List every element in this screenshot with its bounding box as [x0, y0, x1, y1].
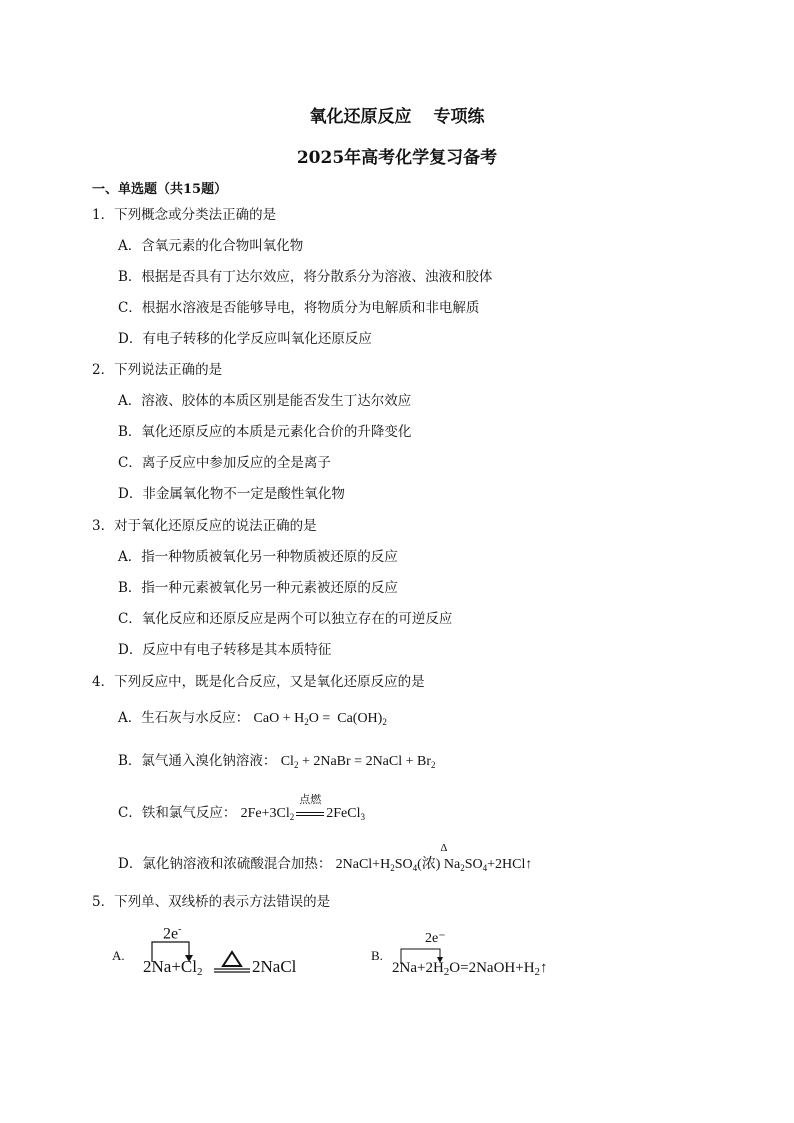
- question-2-stem: 2．下列说法正确的是: [92, 362, 223, 378]
- question-2-option-b: B．氧化还原反应的本质是元素化合价的升降变化: [118, 424, 412, 440]
- section-heading: 一、单选题（共15题）: [92, 182, 228, 197]
- title-part1: 氧化还原反应: [309, 107, 412, 127]
- option-d-equation: $2NaCl+H_2SO_4$(浓) Δ $Na_2SO_4+2HCl↑$: [335, 842, 533, 873]
- option-b-equation: $Cl_2$ + 2NaBr = 2NaCl + $Br_2$: [280, 754, 436, 770]
- question-3-option-a: A．指一种物质被氧化另一种物质被还原的反应: [118, 549, 398, 565]
- electron-label-a: 2e-: [163, 924, 182, 943]
- bridge-equation-a: $2Na+Cl_2$: [143, 957, 203, 978]
- condition-heat: Δ: [440, 842, 448, 854]
- question-4-option-c: [118, 794, 365, 822]
- bridge-product-a: 2NaCl: [252, 957, 297, 976]
- heat-triangle-equals: [212, 950, 252, 976]
- bridge-equation-b: $2Na+2H_2O=2NaOH+H_2↑$: [392, 960, 548, 978]
- question-3-stem: 3．对于氧化还原反应的说法正确的是: [92, 518, 317, 534]
- page-title: [0, 102, 794, 127]
- question-1-option-b: B．根据是否具有丁达尔效应，将分散系分为溶液、浊液和胶体: [118, 269, 493, 285]
- question-1-option-c: C．根据水溶液是否能够导电，将物质分为电解质和非电解质: [118, 300, 480, 316]
- option-b-text: B．氯气通入溴化钠溶液：: [118, 753, 277, 769]
- option-c-text: C．铁和氯气反应：: [118, 805, 237, 821]
- option-d-text: D．氯化钠溶液和浓硫酸混合加热：: [118, 856, 332, 872]
- option-a-text: A．生石灰与水反应：: [118, 710, 250, 726]
- question-2-option-a: A．溶液、胶体的本质区别是能否发生丁达尔效应: [118, 393, 412, 409]
- question-5-stem: 5．下列单、双线桥的表示方法错误的是: [92, 894, 331, 910]
- title-part2: 专项练: [433, 107, 485, 127]
- question-4-option-a: [118, 706, 387, 727]
- option-a-label: A.: [112, 948, 125, 963]
- page-subtitle: 2025年高考化学复习备考: [296, 148, 498, 168]
- option-a-equation: CaO + $H_2O = Ca(OH)_2$: [253, 711, 387, 727]
- concentrated-label: (浓): [417, 857, 441, 872]
- option-c-equation: $2Fe+3Cl_2$ 点燃 2FeCl$_3$: [241, 806, 365, 821]
- question-1-option-d: D．有电子转移的化学反应叫氧化还原反应: [118, 331, 372, 347]
- question-1-option-a: A．含氧元素的化合物叫氧化物: [118, 238, 304, 254]
- question-1-stem: 1．下列概念或分类法正确的是: [92, 207, 277, 223]
- question-2-option-d: D．非金属氧化物不一定是酸性氧化物: [118, 486, 345, 502]
- condition-ignite: 点燃: [299, 794, 322, 806]
- question-3-option-b: B．指一种元素被氧化另一种元素被还原的反应: [118, 580, 398, 596]
- question-4-stem: 4．下列反应中，既是化合反应，又是氧化还原反应的是: [92, 674, 425, 690]
- electron-label-b: 2e⁻: [425, 931, 446, 946]
- question-4-option-d: [118, 842, 533, 873]
- question-3-option-d: D．反应中有电子转移是其本质特征: [118, 642, 332, 658]
- question-3-option-c: C．氧化反应和还原反应是两个可以独立存在的可逆反应: [118, 611, 453, 627]
- question-4-option-b: [118, 749, 436, 770]
- option-b-label: B.: [371, 948, 383, 963]
- question-2-option-c: C．离子反应中参加反应的全是离子: [118, 455, 331, 471]
